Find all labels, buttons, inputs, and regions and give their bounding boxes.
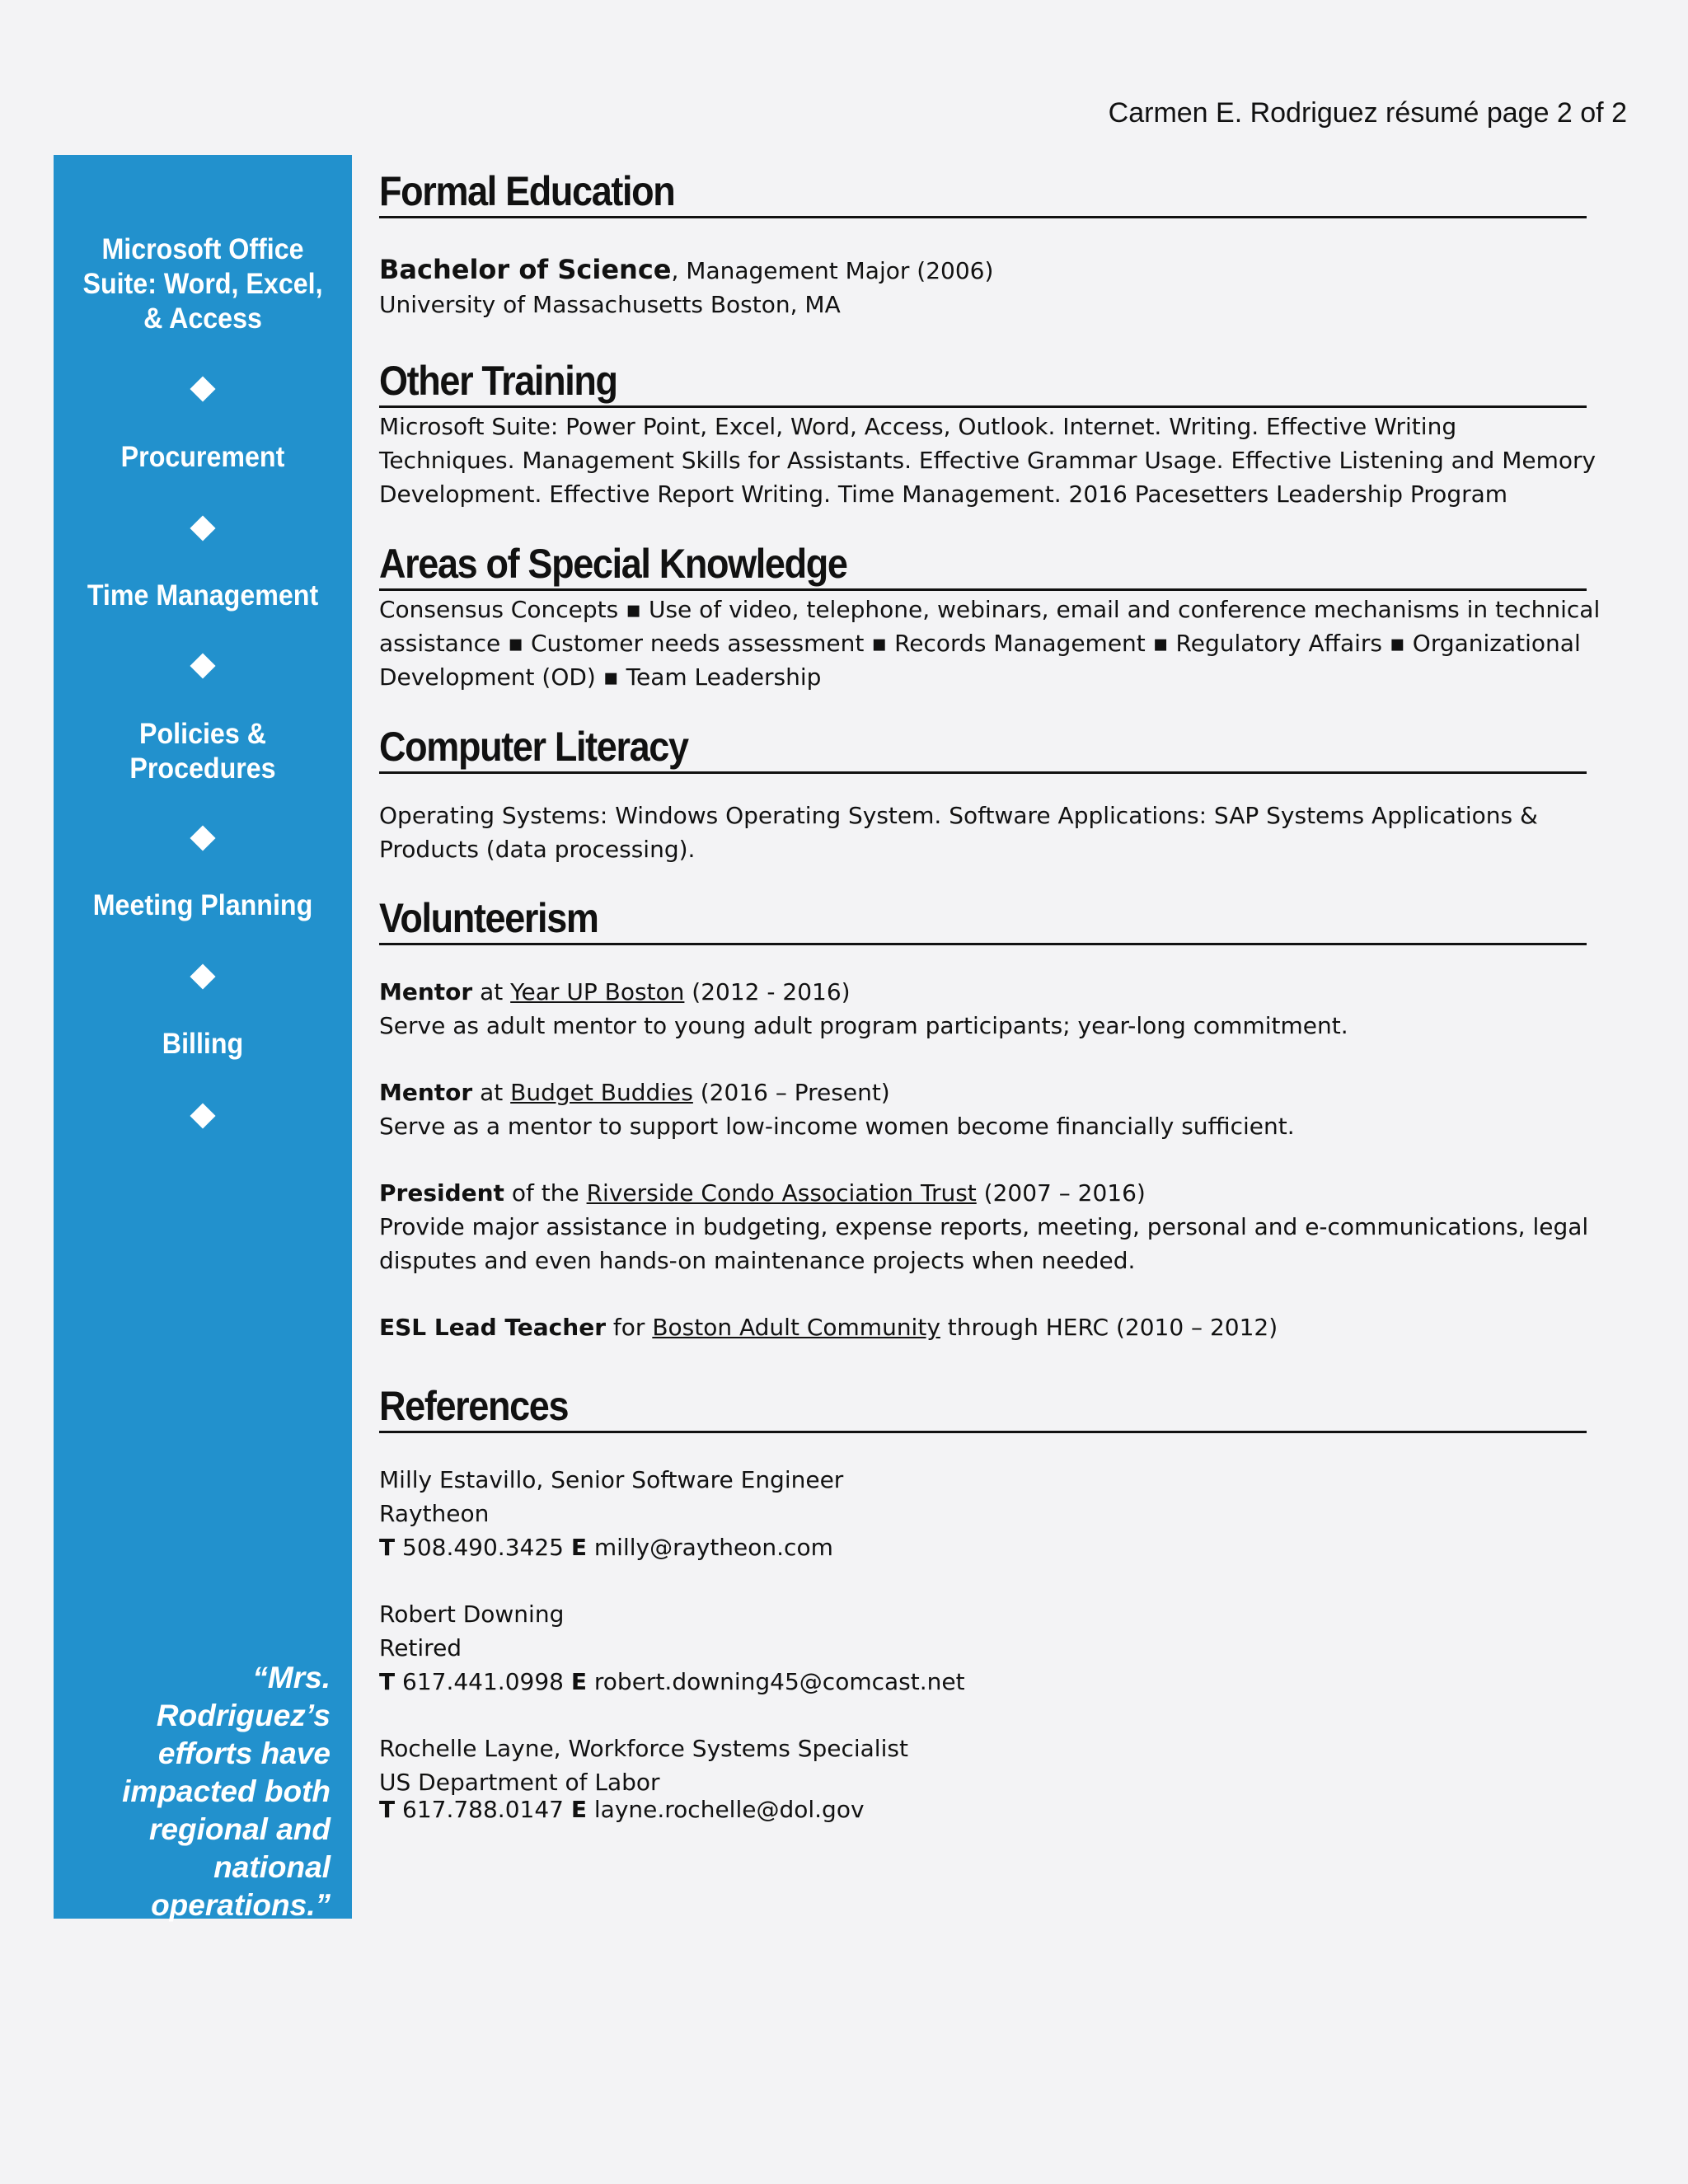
email-label: E: [570, 1796, 587, 1823]
volunteer-org: Year UP Boston: [510, 978, 685, 1005]
section-references: [379, 1381, 1587, 1826]
section-special-knowledge: [379, 539, 1601, 694]
volunteer-role: ESL Lead Teacher: [379, 1314, 606, 1341]
reference-org: US Department of Labor: [379, 1769, 660, 1796]
reference-phone: 617.788.0147: [395, 1796, 571, 1823]
knowledge-line: assistance ▪ Customer needs assessment ▪ Records Management ▪ Regulatory Affairs ▪ Organizational: [379, 630, 1581, 657]
degree: Bachelor of Science: [379, 254, 672, 285]
phone-label: T: [379, 1534, 396, 1561]
section-volunteerism: [379, 893, 1587, 1344]
section-divider: [379, 771, 1587, 774]
knowledge-line: Consensus Concepts ▪ Use of video, telephone, webinars, email and conference mechanisms in technical: [379, 596, 1601, 623]
training-line: Development. Effective Report Writing. Time Management. 2016 Pacesetters Leadership Program: [379, 480, 1508, 508]
volunteer-connector: for: [606, 1314, 653, 1341]
volunteer-org: Riverside Condo Association Trust: [586, 1179, 977, 1207]
volunteer-org: Boston Adult Community: [652, 1314, 940, 1341]
volunteer-entry: [379, 1310, 1587, 1344]
reference-phone: 508.490.3425: [395, 1534, 571, 1561]
volunteer-role: Mentor: [379, 1079, 473, 1106]
diamond-bullet-icon: [190, 653, 215, 678]
volunteer-role: Mentor: [379, 978, 473, 1005]
sidebar-quote: “Mrs. Rodriguez’s efforts have impacted both regional and national operations.”: [122, 1661, 331, 1922]
reference-email: robert.downing45@comcast.net: [587, 1668, 965, 1695]
knowledge-line: Development (OD) ▪ Team Leadership: [379, 663, 822, 691]
section-title: Computer Literacy: [379, 724, 688, 770]
sidebar-skill: Policies & Procedures: [129, 718, 276, 785]
section-title: Areas of Special Knowledge: [379, 541, 847, 587]
email-label: E: [570, 1668, 587, 1695]
reference-name: Milly Estavillo, Senior Software Engineer: [379, 1466, 844, 1493]
email-label: E: [570, 1534, 587, 1561]
diamond-bullet-icon: [190, 963, 215, 989]
reference-contact: [379, 1530, 1587, 1564]
sidebar-skill: Microsoft Office Suite: Word, Excel, & Access: [82, 233, 323, 335]
reference-phone: 617.441.0998: [395, 1668, 571, 1695]
computer-line: Operating Systems: Windows Operating System. Software Applications: SAP Systems Applications &: [379, 802, 1538, 829]
phone-label: T: [379, 1668, 396, 1695]
volunteer-desc: Provide major assistance in budgeting, expense reports, meeting, personal and e-communications, legal: [379, 1213, 1589, 1240]
volunteer-entry: [379, 1176, 1587, 1210]
volunteer-entry: [379, 975, 1587, 1009]
page-header: Carmen E. Rodriguez résumé page 2 of 2: [1108, 97, 1627, 129]
sidebar-skill: Procurement: [120, 441, 285, 473]
sidebar-skill: Meeting Planning: [92, 889, 313, 921]
diamond-bullet-icon: [190, 1103, 215, 1128]
major: , Management Major (2006): [671, 257, 994, 284]
phone-label: T: [379, 1796, 396, 1823]
sidebar-skill: Billing: [162, 1028, 244, 1060]
section-title: Volunteerism: [379, 895, 598, 941]
computer-line: Products (data processing).: [379, 836, 696, 863]
reference-org: Raytheon: [379, 1500, 490, 1527]
reference-contact: [379, 1665, 1587, 1699]
sidebar-skill: Time Management: [87, 579, 319, 612]
section-other-training: [379, 356, 1597, 511]
volunteer-desc: Serve as adult mentor to young adult program participants; year-long commitment.: [379, 1012, 1348, 1039]
volunteer-desc: disputes and even hands-on maintenance projects when needed.: [379, 1247, 1136, 1274]
section-divider: [379, 588, 1587, 591]
section-divider: [379, 405, 1587, 408]
volunteer-dates: (2012 - 2016): [684, 978, 851, 1005]
diamond-bullet-icon: [190, 376, 215, 401]
volunteer-dates: (2007 – 2016): [976, 1179, 1146, 1207]
volunteer-org: Budget Buddies: [510, 1079, 693, 1106]
volunteer-connector: at: [472, 1079, 511, 1106]
volunteer-connector: at: [472, 978, 511, 1005]
section-formal-education: [379, 166, 1587, 321]
training-line: Techniques. Management Skills for Assistants. Effective Grammar Usage. Effective Listening and Memory: [379, 447, 1597, 474]
volunteer-dates: (2016 – Present): [692, 1079, 890, 1106]
section-divider: [379, 216, 1587, 218]
reference-contact: [379, 1793, 1587, 1826]
section-title: Formal Education: [379, 168, 675, 214]
diamond-bullet-icon: [190, 825, 215, 851]
section-divider: [379, 943, 1587, 945]
reference-email: milly@raytheon.com: [587, 1534, 833, 1561]
reference-email: layne.rochelle@dol.gov: [587, 1796, 865, 1823]
volunteer-entry: [379, 1076, 1587, 1109]
reference-name: Robert Downing: [379, 1601, 565, 1628]
school: University of Massachusetts Boston, MA: [379, 291, 841, 318]
section-title: Other Training: [379, 358, 617, 404]
section-divider: [379, 1431, 1587, 1433]
volunteer-connector: of the: [504, 1179, 587, 1207]
reference-org: Retired: [379, 1634, 462, 1661]
sidebar: [54, 155, 352, 1922]
diamond-bullet-icon: [190, 515, 215, 541]
education-degree-line: [379, 253, 1587, 288]
training-line: Microsoft Suite: Power Point, Excel, Word, Access, Outlook. Internet. Writing. Effective Writing: [379, 413, 1457, 440]
volunteer-dates: through HERC (2010 – 2012): [940, 1314, 1278, 1341]
section-title: References: [379, 1383, 569, 1429]
section-computer-literacy: [379, 722, 1587, 866]
volunteer-role: President: [379, 1179, 504, 1207]
volunteer-desc: Serve as a mentor to support low-income women become financially sufficient.: [379, 1113, 1295, 1140]
reference-name: Rochelle Layne, Workforce Systems Specialist: [379, 1735, 908, 1762]
